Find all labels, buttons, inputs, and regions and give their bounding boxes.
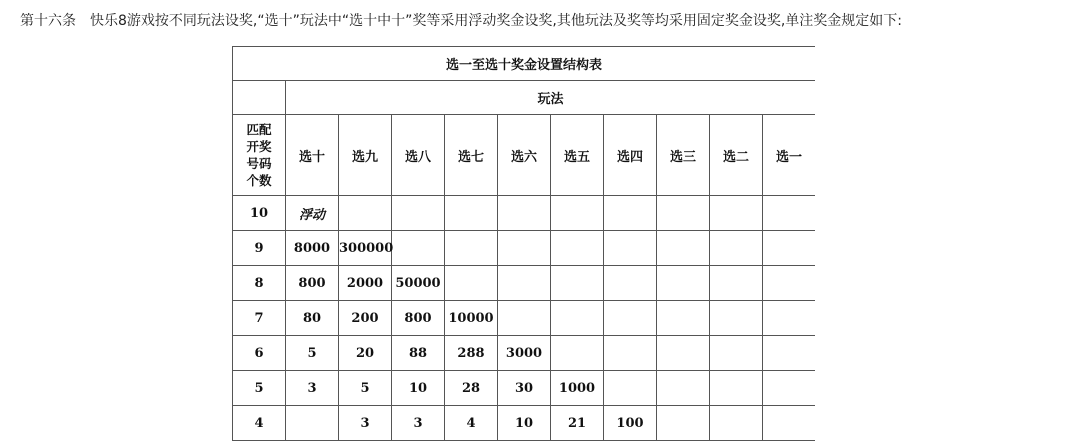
prize-cell: 100	[604, 406, 657, 441]
prize-structure-table	[232, 46, 815, 441]
prize-cell	[604, 301, 657, 336]
prize-cell: 10	[392, 371, 445, 406]
column-header: 选七	[445, 115, 498, 196]
prize-cell	[498, 301, 551, 336]
prize-cell	[604, 371, 657, 406]
prize-cell: 4	[445, 406, 498, 441]
prize-cell: 5	[339, 371, 392, 406]
prize-table-container	[232, 46, 815, 446]
prize-cell	[710, 406, 763, 441]
article-text: 第十六条 快乐8游戏按不同玩法设奖,“选十”玩法中“选十中十”奖等采用浮动奖金设奖,其他玩法及奖等均采用固定奖金设奖,单注奖金规定如下:	[20, 13, 902, 29]
prize-cell	[657, 406, 710, 441]
prize-cell	[498, 196, 551, 231]
prize-cell: 8000	[286, 231, 339, 266]
prize-cell	[392, 231, 445, 266]
table-row	[233, 196, 816, 231]
play-header: 玩法	[286, 81, 816, 115]
prize-cell	[657, 371, 710, 406]
prize-cell	[763, 231, 816, 266]
prize-cell	[710, 301, 763, 336]
column-header: 选二	[710, 115, 763, 196]
match-count-header	[233, 115, 286, 196]
prize-cell	[551, 196, 604, 231]
prize-cell	[604, 231, 657, 266]
match-count-cell: 8	[233, 266, 286, 301]
prize-cell	[763, 196, 816, 231]
prize-cell: 80	[286, 301, 339, 336]
table-title: 选一至选十奖金设置结构表	[233, 47, 816, 81]
table-row	[233, 371, 816, 406]
match-count-cell: 5	[233, 371, 286, 406]
prize-cell	[498, 231, 551, 266]
match-header-line: 个数	[246, 173, 272, 188]
prize-cell: 300000	[339, 231, 392, 266]
prize-cell: 800	[392, 301, 445, 336]
table-row	[233, 301, 816, 336]
prize-cell: 50000	[392, 266, 445, 301]
table-row	[233, 336, 816, 371]
table-row	[233, 406, 816, 441]
prize-cell	[551, 231, 604, 266]
match-header-line: 开奖	[246, 139, 272, 154]
prize-cell: 浮动	[286, 196, 339, 231]
prize-cell: 1000	[551, 371, 604, 406]
prize-cell	[604, 336, 657, 371]
match-count-cell: 10	[233, 196, 286, 231]
prize-cell	[551, 336, 604, 371]
prize-cell	[445, 231, 498, 266]
prize-cell	[763, 371, 816, 406]
prize-cell	[710, 196, 763, 231]
column-header: 选四	[604, 115, 657, 196]
match-header-line: 匹配	[246, 122, 272, 137]
prize-cell: 800	[286, 266, 339, 301]
prize-cell: 3000	[498, 336, 551, 371]
prize-cell	[657, 231, 710, 266]
prize-cell	[657, 301, 710, 336]
prize-cell	[763, 406, 816, 441]
match-count-cell: 7	[233, 301, 286, 336]
prize-cell	[604, 266, 657, 301]
prize-cell: 200	[339, 301, 392, 336]
prize-cell: 5	[286, 336, 339, 371]
column-header: 选八	[392, 115, 445, 196]
prize-cell: 10000	[445, 301, 498, 336]
column-header: 选十	[286, 115, 339, 196]
prize-cell	[392, 196, 445, 231]
prize-cell: 30	[498, 371, 551, 406]
prize-cell	[763, 301, 816, 336]
column-header: 选五	[551, 115, 604, 196]
prize-cell	[763, 266, 816, 301]
prize-cell	[657, 336, 710, 371]
prize-cell	[445, 196, 498, 231]
prize-cell: 288	[445, 336, 498, 371]
column-header: 选九	[339, 115, 392, 196]
prize-cell	[339, 196, 392, 231]
prize-cell: 21	[551, 406, 604, 441]
prize-cell	[551, 266, 604, 301]
prize-cell	[498, 266, 551, 301]
prize-cell	[286, 406, 339, 441]
match-header-line: 号码	[246, 156, 272, 171]
prize-cell	[604, 196, 657, 231]
prize-cell: 3	[286, 371, 339, 406]
prize-cell	[551, 301, 604, 336]
table-row	[233, 231, 816, 266]
prize-cell	[657, 266, 710, 301]
column-header: 选一	[763, 115, 816, 196]
prize-cell	[710, 336, 763, 371]
table-row	[233, 266, 816, 301]
prize-cell: 3	[392, 406, 445, 441]
match-count-cell: 6	[233, 336, 286, 371]
prize-cell	[657, 196, 710, 231]
match-count-cell: 9	[233, 231, 286, 266]
prize-cell: 3	[339, 406, 392, 441]
column-header: 选六	[498, 115, 551, 196]
prize-cell: 10	[498, 406, 551, 441]
prize-cell: 28	[445, 371, 498, 406]
prize-cell	[763, 336, 816, 371]
prize-cell	[710, 231, 763, 266]
prize-cell: 88	[392, 336, 445, 371]
prize-cell: 2000	[339, 266, 392, 301]
prize-cell	[710, 266, 763, 301]
prize-cell	[710, 371, 763, 406]
column-header: 选三	[657, 115, 710, 196]
match-count-cell: 4	[233, 406, 286, 441]
corner-cell	[233, 81, 286, 115]
prize-cell	[445, 266, 498, 301]
prize-cell: 20	[339, 336, 392, 371]
